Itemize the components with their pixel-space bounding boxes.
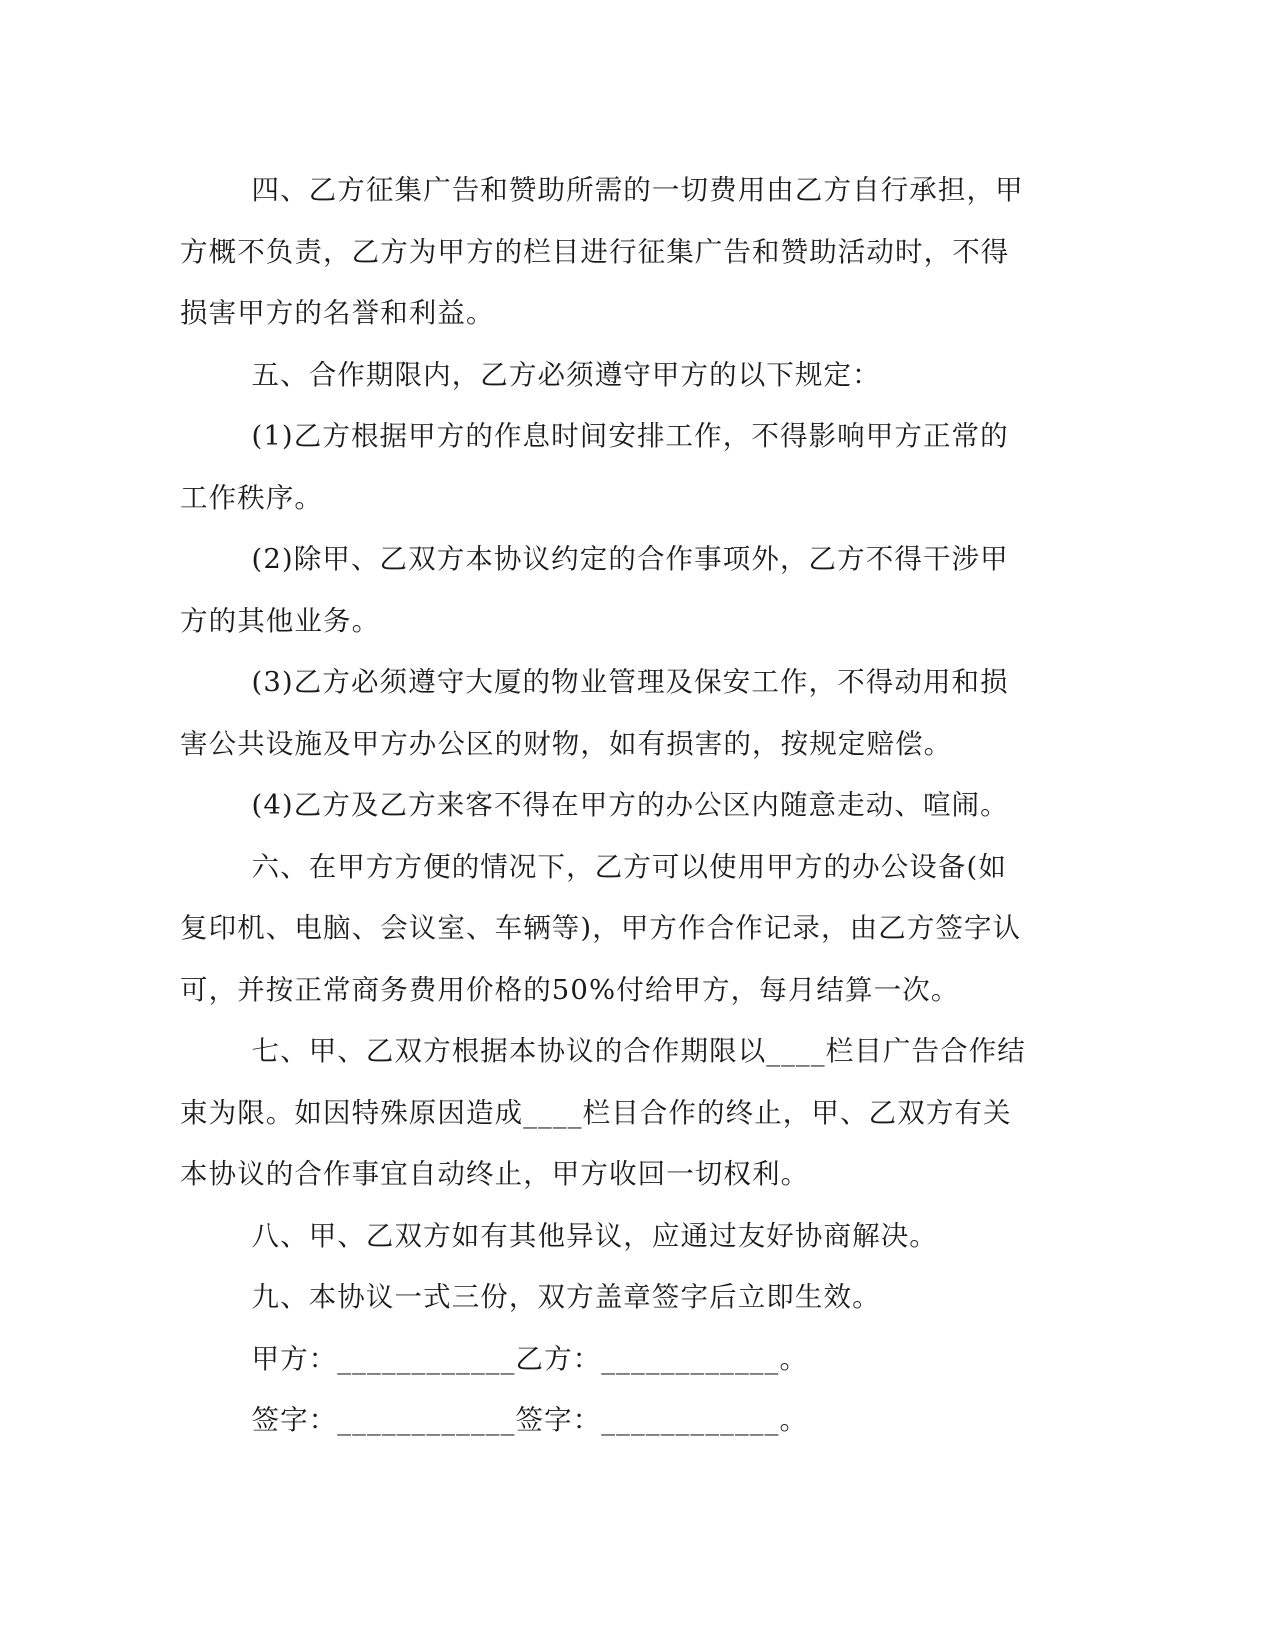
clause-6: 六、在甲方方便的情况下，乙方可以使用甲方的办公设备(如复印机、电脑、会议室、车辆等)，甲方作合作记录，由乙方签字认可，并按正常商务费用价格的50%付给甲方，每月结算一次。 <box>180 850 1022 1006</box>
clause-5-item-1: (1)乙方根据甲方的作息时间安排工作，不得影响甲方正常的工作秩序。 <box>180 420 1009 514</box>
signer-signature-line: 签字：____________签字：____________。 <box>251 1404 809 1436</box>
clause-5-item-2: (2)除甲、乙双方本协议约定的合作事项外，乙方不得干涉甲方的其他业务。 <box>180 543 1009 637</box>
clause-9: 九、本协议一式三份，双方盖章签字后立即生效。 <box>251 1281 881 1313</box>
clause-7: 七、甲、乙双方根据本协议的合作期限以____栏目广告合作结束为限。如因特殊原因造成____栏目合作的终止，甲、乙双方有关本协议的合作事宜自动终止，甲方收回一切权利。 <box>180 1035 1026 1190</box>
clause-5-item-3: (3)乙方必须遵守大厦的物业管理及保安工作，不得动用和损害公共设施及甲方办公区的财物，如有损害的，按规定赔偿。 <box>180 666 1009 760</box>
clause-5: 五、合作期限内，乙方必须遵守甲方的以下规定： <box>251 358 881 391</box>
party-signature-line: 甲方：____________乙方：____________。 <box>251 1342 809 1375</box>
clause-5-item-4: (4)乙方及乙方来客不得在甲方的办公区内随意走动、喧闹。 <box>251 789 1009 821</box>
clause-8: 八、甲、乙双方如有其他异议，应通过友好协商解决。 <box>251 1219 938 1252</box>
clause-4: 四、乙方征集广告和赞助所需的一切费用由乙方自行承担，甲方概不负责，乙方为甲方的栏目进行征集广告和赞助活动时，不得损害甲方的名誉和利益。 <box>180 174 1024 329</box>
document-body <box>180 160 1030 1452</box>
